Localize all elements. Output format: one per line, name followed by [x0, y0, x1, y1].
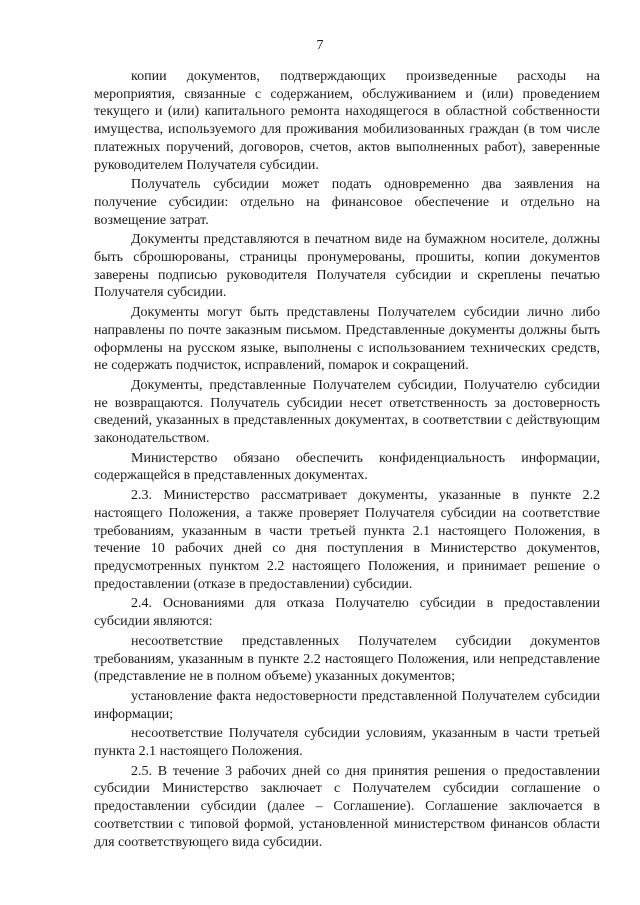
paragraph-section-2-3: 2.3. Министерство рассматривает документы, указанные в пункте 2.2 настоящего Положения, а также проверяет Получателя субсидии на соответствие требованиям, указанным в части третьей пункта 2.1 настоящего Положения, в течение 10 рабочих дней со дня поступления в Министерство документов, предусмотренных пунктом 2.2 настоящего Положения, и принимает решение о предоставлении (отказе в предоставлении) субсидии. — [94, 488, 600, 592]
paragraph-submission-method: Документы могут быть представлены Получателем субсидии лично либо направлены по почте заказным письмом. Представленные документы должны быть оформлены на русском языке, выполнены с использованием технических средств, не содержать подчисток, исправлений, помарок и сокращений. — [94, 305, 600, 374]
paragraph-not-returned: Документы, представленные Получателем субсидии, Получателю субсидии не возвращаются. Получатель субсидии несет ответственность за достоверность сведений, указанных в представленных документах, в соответствии с действующим законодательством. — [94, 377, 600, 447]
paragraph-refusal-reason-1: несоответствие представленных Получателем субсидии документов требованиям, указанным в пункте 2.2 настоящего Положения, или непредставление (представление не в полном объеме) указанных документов; — [94, 633, 600, 685]
paragraph-documents-copies: копии документов, подтверждающих произведенные расходы на мероприятия, связанные с содержанием, обслуживанием и (или) проведением текущего и (или) капитального ремонта находящегося в областной собственности имущества, используемого для проживания мобилизованных граждан (в том числе платежных поручений, договоров, счетов, актов выполненных работ), заверенные руководителем Получателя субсидии. — [94, 69, 600, 173]
paragraph-section-2-5: 2.5. В течение 3 рабочих дней со дня принятия решения о предоставлении субсидии Министерство заключает с Получателем субсидии соглашение о предоставлении субсидии (далее – Соглашение). Соглашение заключается в соответствии с типовой формой, установленной министерством финансов области для соответствующего вида субсидии. — [94, 763, 600, 850]
paragraph-print-format: Документы представляются в печатном виде на бумажном носителе, должны быть сброшюрованы, страницы пронумерованы, прошиты, копии документов заверены подписью руководителя Получателя субсидии и скреплены печатью Получателя субсидии. — [94, 232, 600, 301]
document-body — [94, 68, 600, 851]
page-number: 7 — [316, 38, 324, 53]
paragraph-refusal-reason-2: установление факта недостоверности представленной Получателем субсидии информации; — [94, 688, 600, 722]
paragraph-section-2-4: 2.4. Основаниями для отказа Получателю субсидии в предоставлении субсидии являются: — [94, 596, 600, 630]
paragraph-confidentiality: Министерство обязано обеспечить конфиденциальность информации, содержащейся в представленных документах. — [94, 450, 600, 484]
paragraph-refusal-reason-3: несоответствие Получателя субсидии условиям, указанным в части третьей пункта 2.1 настоящего Положения. — [94, 726, 600, 760]
paragraph-two-applications: Получатель субсидии может подать одновременно два заявления на получение субсидии: отдельно на финансовое обеспечение и отдельно на возмещение затрат. — [94, 177, 600, 228]
